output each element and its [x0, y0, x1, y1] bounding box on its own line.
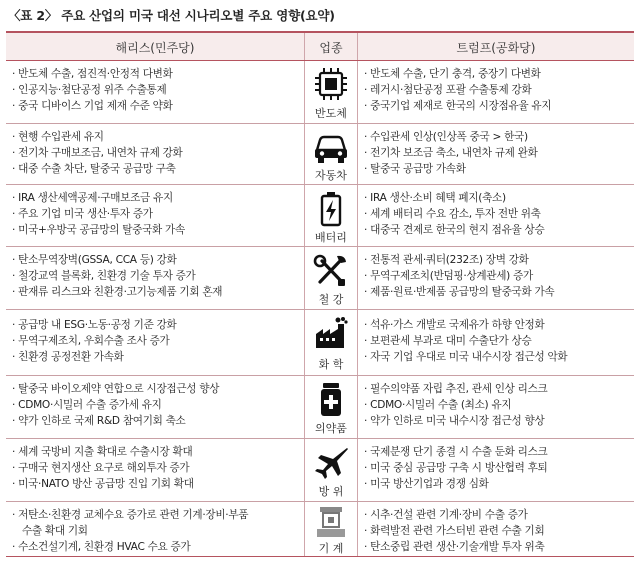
list-item: · 인공지능·첨단공정 위주 수출통제 — [12, 82, 300, 98]
list-item: · 화력발전 관련 가스터빈 관련 수출 기회 — [364, 523, 630, 539]
list-item: · 주요 기업 미국 생산·투자 증가 — [12, 206, 300, 222]
header-trump: 트럼프(공화당) — [456, 41, 536, 55]
list-item: · 자국 기업 우대로 미국 내수시장 접근성 악화 — [364, 349, 630, 365]
list-item: · 구매국 현지생산 요구로 해외투자 증가 — [12, 460, 300, 476]
list-item: · 약가 인하로 국제 R&D 참여기회 축소 — [12, 413, 300, 429]
table-row — [6, 502, 634, 557]
table-number: 〈표 2〉 — [8, 8, 58, 23]
harris-cell — [6, 61, 304, 114]
harris-cell — [6, 310, 304, 365]
list-item: · 저탄소·친환경 교체수요 증가로 관련 기계·장비·부품 — [12, 507, 300, 523]
tools-icon — [311, 253, 351, 289]
industry-label: 철 강 — [318, 293, 344, 306]
table-header — [6, 33, 634, 61]
list-item: · 반도체 수출, 점진적·안정적 다변화 — [12, 66, 300, 82]
list-item: · 시추·건설 관련 기계·장비 수출 증가 — [364, 507, 630, 523]
machine-icon — [311, 505, 351, 541]
fighter-jet-icon — [311, 445, 351, 481]
header-harris: 해리스(민주당) — [115, 41, 195, 55]
table-title: 주요 산업의 미국 대선 시나리오별 주요 영향(요약) — [61, 8, 335, 23]
list-item: · 친환경 공정전환 가속화 — [12, 349, 300, 365]
header-divider — [357, 33, 358, 60]
car-icon — [311, 130, 351, 166]
harris-cell — [6, 502, 304, 555]
header-divider — [304, 33, 305, 60]
list-item: · 판재류 리스크와 친환경·고기능제품 기회 혼재 — [12, 284, 300, 300]
list-item: · CDMO·시밀러 수출 (최소) 유지 — [364, 397, 630, 413]
trump-cell — [358, 502, 634, 555]
trump-cell — [358, 247, 634, 300]
industry-label: 반도체 — [315, 107, 347, 120]
harris-cell — [6, 247, 304, 300]
list-item: · 레거시·첨단공정 포괄 수출통제 강화 — [364, 82, 630, 98]
list-item: · 대중 수출 차단, 탈중국 공급망 구축 — [12, 161, 300, 177]
trump-cell — [358, 376, 634, 429]
list-item: · 공급망 내 ESG·노동·공정 기준 강화 — [12, 317, 300, 333]
table-row — [6, 124, 634, 185]
table-row — [6, 310, 634, 376]
industry-label: 화 학 — [318, 358, 344, 371]
industry-label: 기 계 — [318, 542, 344, 555]
table-caption — [8, 6, 335, 24]
list-item: · 세계 배터리 수요 감소, 투자 전반 위축 — [364, 206, 630, 222]
medicine-icon — [311, 382, 351, 418]
list-item: · 세계 국방비 지출 확대로 수출시장 확대 — [12, 444, 300, 460]
industry-label: 배터리 — [315, 231, 347, 244]
trump-cell — [358, 124, 634, 177]
list-item: · 전기차 보조금 축소, 내연차 규제 완화 — [364, 145, 630, 161]
industry-label: 의약품 — [315, 422, 347, 435]
harris-cell — [6, 185, 304, 238]
factory-icon — [311, 316, 351, 352]
list-item: · 석유·가스 개발로 국제유가 하향 안정화 — [364, 317, 630, 333]
list-item: · 약가 인하로 미국 내수시장 접근성 향상 — [364, 413, 630, 429]
list-item: · 필수의약품 자립 추진, 관세 인상 리스크 — [364, 381, 630, 397]
list-item: · 탈중국 공급망 가속화 — [364, 161, 630, 177]
list-item: · IRA 생산세액공제·구매보조금 유지 — [12, 190, 300, 206]
list-item: · 대중국 견제로 한국의 현지 점유율 상승 — [364, 222, 630, 238]
header-industry: 업종 — [319, 41, 343, 55]
list-item: · 탄소중립 관련 생산·기술개발 투자 위축 — [364, 539, 630, 555]
table-row — [6, 185, 634, 247]
list-item: · 철강교역 블록화, 친환경 기술 투자 증가 — [12, 268, 300, 284]
list-item: · 국제분쟁 단기 종결 시 수출 둔화 리스크 — [364, 444, 630, 460]
list-item-continued: 수출 확대 기회 — [22, 525, 88, 537]
table-row — [6, 439, 634, 502]
battery-icon — [311, 191, 351, 227]
harris-cell — [6, 376, 304, 429]
list-item: · 수소건설기계, 친환경 HVAC 수요 증가 — [12, 539, 300, 555]
list-item: · 미국·NATO 방산 공급망 진입 기회 확대 — [12, 476, 300, 492]
industry-label: 자동차 — [315, 169, 347, 182]
trump-cell — [358, 439, 634, 492]
list-item: · 현행 수입관세 유지 — [12, 129, 300, 145]
harris-cell — [6, 124, 304, 177]
list-item: · 전통적 관세·쿼터(232조) 장벽 강화 — [364, 252, 630, 268]
list-item: · 전기차 구매보조금, 내연차 규제 강화 — [12, 145, 300, 161]
list-item: · 중국기업 제재로 한국의 시장점유율 유지 — [364, 98, 630, 114]
trump-cell — [358, 310, 634, 365]
list-item: · 미국 중심 공급망 구축 시 방산협력 후퇴 — [364, 460, 630, 476]
list-item: · 무역구제조치(반덤핑·상계관세) 증가 — [364, 268, 630, 284]
list-item: · 탈중국 바이오제약 연합으로 시장접근성 향상 — [12, 381, 300, 397]
list-item: · CDMO·시밀러 수출 증가세 유지 — [12, 397, 300, 413]
table-row — [6, 376, 634, 439]
list-item: · 반도체 수출, 단기 충격, 중장기 다변화 — [364, 66, 630, 82]
harris-cell — [6, 439, 304, 492]
chip-icon — [311, 67, 351, 103]
list-item: · 탄소무역장벽(GSSA, CCA 등) 강화 — [12, 252, 300, 268]
industry-label: 방 위 — [318, 485, 344, 498]
list-item: · 미국+우방국 공급망의 탈중국화 가속 — [12, 222, 300, 238]
list-item: · 무역구제조치, 우회수출 조사 증가 — [12, 333, 300, 349]
table-row — [6, 247, 634, 310]
list-item: · 제품·원료·반제품 공급망의 탈중국화 가속 — [364, 284, 630, 300]
list-item: · 수입관세 인상(인상폭 중국 > 한국) — [364, 129, 630, 145]
trump-cell — [358, 61, 634, 114]
list-item: · 중국 디바이스 기업 제재 수준 약화 — [12, 98, 300, 114]
list-item: · 미국 방산기업과 경쟁 심화 — [364, 476, 630, 492]
table-row — [6, 61, 634, 124]
trump-cell — [358, 185, 634, 238]
list-item: · IRA 생산·소비 혜택 폐지(축소) — [364, 190, 630, 206]
impact-table — [6, 31, 634, 557]
list-item: · 보편관세 부과로 대미 수출단가 상승 — [364, 333, 630, 349]
